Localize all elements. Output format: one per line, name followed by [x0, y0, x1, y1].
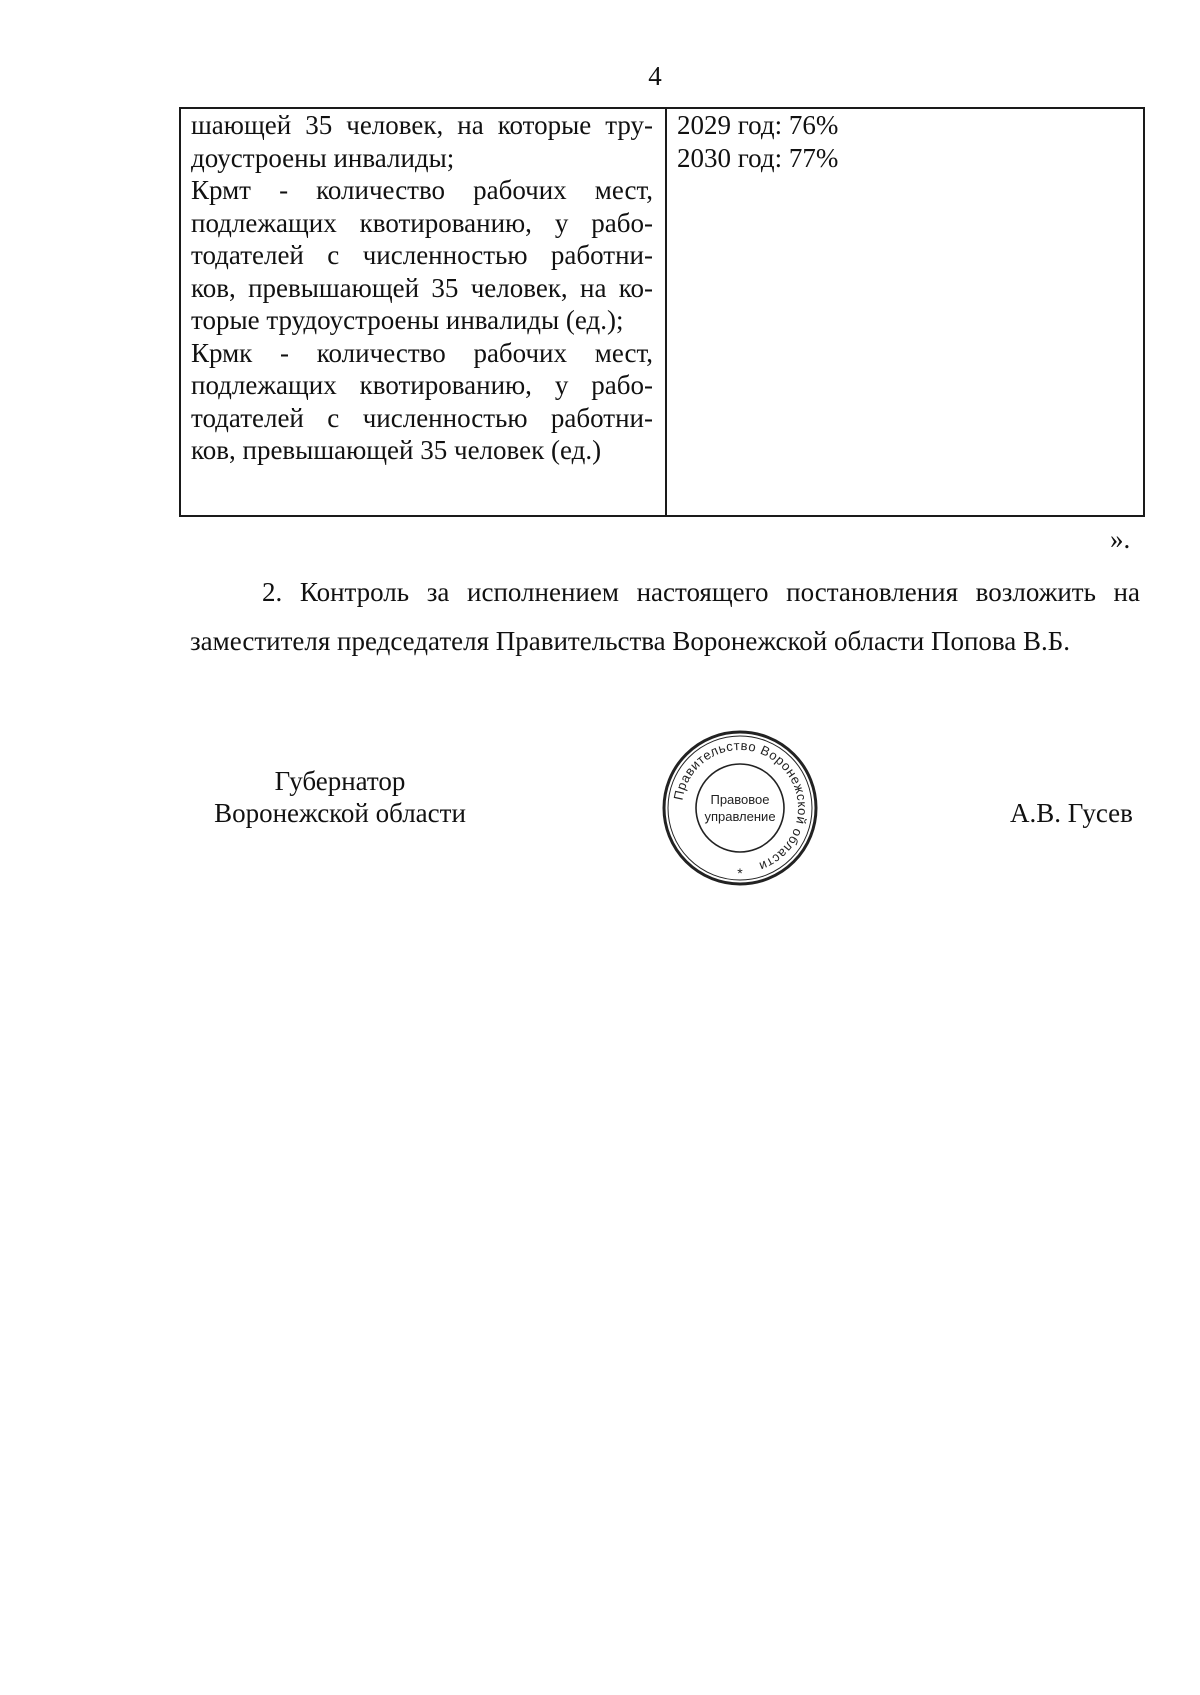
signatory-position: Губернатор	[274, 766, 406, 796]
seal-star: *	[737, 865, 743, 881]
seal-inner-line: управление	[704, 809, 776, 824]
seal-inner-line: Правовое	[710, 792, 770, 807]
table-cell-formula-description	[181, 109, 667, 515]
table-text-line: Крмк - количество рабочих мест,	[191, 337, 653, 368]
signer-name: А.В. Гусев	[1010, 798, 1133, 828]
indicator-table	[179, 107, 1145, 517]
table-text-line: тодателей с численностью работни-	[191, 240, 653, 270]
table-text-line: Крмт - количество рабочих мест,	[191, 175, 653, 205]
table-text-line: подлежащих квотированию, у рабо-	[191, 370, 653, 400]
table-text-line: шающей 35 человек, на которые тру-	[191, 110, 653, 140]
table-cell-target-values	[667, 109, 1143, 515]
signatory-title	[190, 765, 490, 829]
official-seal-icon	[660, 728, 820, 888]
table-text-line: доустроены инвалиды;	[191, 142, 455, 173]
target-value-2030: 2030 год: 77%	[677, 142, 839, 173]
table-text-line: торые трудоустроены инвалиды (ед.);	[191, 305, 624, 335]
target-value-2029: 2029 год: 76%	[677, 110, 839, 140]
paragraph-line: заместителя председателя Правительства Воронежской области Попова В.Б.	[190, 626, 1071, 656]
signatory-region: Воронежской области	[214, 798, 466, 828]
closing-quote: ».	[1110, 524, 1131, 554]
table-text-line: ков, превышающей 35 человек (ед.)	[191, 435, 602, 465]
table-text-line: ков, превышающей 35 человек, на ко-	[191, 272, 653, 303]
seal-outer-text: Правительство Воронежской области	[670, 737, 811, 875]
control-paragraph	[190, 568, 1140, 666]
page-number: 4	[648, 61, 662, 91]
table-text-line: подлежащих квотированию, у рабо-	[191, 207, 653, 238]
paragraph-line: 2. Контроль за исполнением настоящего постановления возложить на	[262, 577, 1140, 607]
table-text-line: тодателей с численностью работни-	[191, 402, 653, 433]
